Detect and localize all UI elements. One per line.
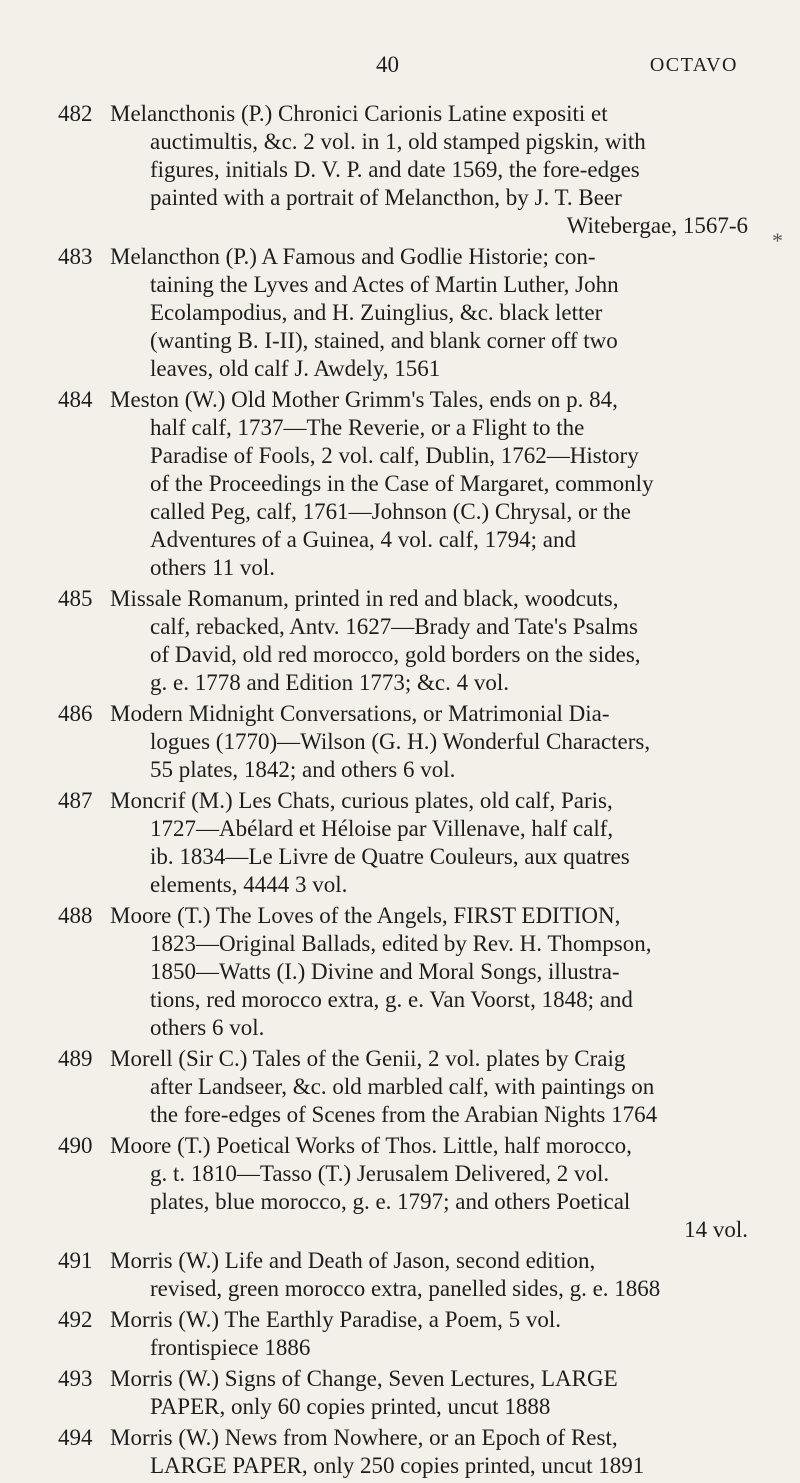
catalogue-entry <box>58 787 748 899</box>
margin-mark: * <box>772 228 783 253</box>
entry-number: 483 <box>58 244 93 269</box>
entry-line: after Landseer, &c. old marbled calf, with paintings on <box>150 1074 655 1099</box>
entry-line: Modern Midnight Conversations, or Matrimonial Dia- <box>110 701 610 726</box>
entry-line: calf, rebacked, Antv. 1627—Brady and Tate's Psalms <box>150 614 638 639</box>
entry-number: 482 <box>58 101 93 126</box>
entry-list <box>58 100 748 1483</box>
entry-line: Morris (W.) Signs of Change, Seven Lectures, LARGE <box>110 1366 618 1391</box>
entry-line: Moore (T.) The Loves of the Angels, FIRST EDITION, <box>110 903 621 928</box>
entry-line: others 11 vol. <box>150 555 275 580</box>
catalogue-entry <box>58 1365 748 1421</box>
entry-number: 491 <box>58 1248 93 1273</box>
page-number: 40 <box>376 52 399 77</box>
entry-line: Paradise of Fools, 2 vol. calf, Dublin, 1762—History <box>150 443 639 468</box>
section-title: OCTAVO <box>649 54 738 76</box>
catalogue-entry <box>58 1132 748 1244</box>
entry-line: PAPER, only 60 copies printed, uncut 1888 <box>150 1394 551 1419</box>
catalogue-entry <box>58 100 748 240</box>
entry-line: Morris (W.) Life and Death of Jason, second edition, <box>110 1248 596 1273</box>
entry-line: ib. 1834—Le Livre de Quatre Couleurs, aux quatres <box>150 844 630 869</box>
entry-line: (wanting B. I-II), stained, and blank corner off two <box>150 328 618 353</box>
entry-number: 490 <box>58 1133 93 1158</box>
entry-line: Meston (W.) Old Mother Grimm's Tales, ends on p. 84, <box>110 387 618 412</box>
entry-line: of David, old red morocco, gold borders on the sides, <box>150 642 641 667</box>
entry-line: Moncrif (M.) Les Chats, curious plates, old calf, Paris, <box>110 788 613 813</box>
entry-line: 1850—Watts (I.) Divine and Moral Songs, illustra- <box>150 959 620 984</box>
entry-line: LARGE PAPER, only 250 copies printed, uncut 1891 <box>150 1453 645 1478</box>
catalogue-entry <box>58 1424 748 1480</box>
entry-line: the fore-edges of Scenes from the Arabian Nights 1764 <box>150 1102 658 1127</box>
entry-number: 489 <box>58 1046 93 1071</box>
entry-line: frontispiece 1886 <box>150 1335 311 1360</box>
entry-line: Morell (Sir C.) Tales of the Genii, 2 vol. plates by Craig <box>110 1046 626 1071</box>
entry-line: Witebergae, 1567-6 <box>566 213 748 238</box>
entry-line: 14 vol. <box>684 1217 748 1242</box>
catalogue-entry <box>58 902 748 1042</box>
entry-line: others 6 vol. <box>150 1015 265 1040</box>
entry-line: Missale Romanum, printed in red and black, woodcuts, <box>110 586 619 611</box>
catalogue-entry <box>58 1247 748 1303</box>
entry-line: Adventures of a Guinea, 4 vol. calf, 1794; and <box>150 527 577 552</box>
entry-line: 1823—Original Ballads, edited by Rev. H. Thompson, <box>150 931 652 956</box>
entry-line: elements, 4444 3 vol. <box>150 872 348 897</box>
entry-line: 55 plates, 1842; and others 6 vol. <box>150 757 456 782</box>
entry-line: Melancthonis (P.) Chronici Carionis Latine expositi et <box>110 101 608 126</box>
entry-line: painted with a portrait of Melancthon, by J. T. Beer <box>150 185 622 210</box>
entry-number: 492 <box>58 1307 93 1332</box>
entry-number: 486 <box>58 701 93 726</box>
entry-line: Melancthon (P.) A Famous and Godlie Historie; con- <box>110 244 596 269</box>
entry-line: logues (1770)—Wilson (G. H.) Wonderful Characters, <box>150 729 651 754</box>
entry-line: called Peg, calf, 1761—Johnson (C.) Chrysal, or the <box>150 499 631 524</box>
entry-line: taining the Lyves and Actes of Martin Luther, John <box>150 272 619 297</box>
page-header <box>0 52 800 82</box>
entry-line: half calf, 1737—The Reverie, or a Flight to the <box>150 415 585 440</box>
entry-line: of the Proceedings in the Case of Margaret, commonly <box>150 471 654 496</box>
entry-line: auctimultis, &c. 2 vol. in 1, old stamped pigskin, with <box>150 129 646 154</box>
entry-number: 488 <box>58 903 93 928</box>
entry-number: 484 <box>58 387 93 412</box>
entry-line: leaves, old calf J. Awdely, 1561 <box>150 356 441 381</box>
catalogue-entry <box>58 700 748 784</box>
entry-number: 487 <box>58 788 93 813</box>
entry-line: g. e. 1778 and Edition 1773; &c. 4 vol. <box>150 670 510 695</box>
entry-line: Morris (W.) News from Nowhere, or an Epoch of Rest, <box>110 1425 618 1450</box>
entry-line: plates, blue morocco, g. e. 1797; and others Poetical <box>150 1189 631 1214</box>
entry-line: Moore (T.) Poetical Works of Thos. Little, half morocco, <box>110 1133 632 1158</box>
entry-number: 494 <box>58 1425 93 1450</box>
entry-number: 485 <box>58 586 93 611</box>
catalogue-entry <box>58 1045 748 1129</box>
catalogue-entry <box>58 585 748 697</box>
entry-number: 493 <box>58 1366 93 1391</box>
entry-line: g. t. 1810—Tasso (T.) Jerusalem Delivered, 2 vol. <box>150 1161 610 1186</box>
catalogue-entry <box>58 1306 748 1362</box>
entry-line: Morris (W.) The Earthly Paradise, a Poem, 5 vol. <box>110 1307 561 1332</box>
entry-line: tions, red morocco extra, g. e. Van Voorst, 1848; and <box>150 987 633 1012</box>
catalogue-entry <box>58 386 748 582</box>
entry-line: 1727—Abélard et Héloise par Villenave, half calf, <box>150 816 614 841</box>
catalogue-entry <box>58 243 748 383</box>
entry-line: Ecolampodius, and H. Zuinglius, &c. black letter <box>150 300 603 325</box>
entry-line: figures, initials D. V. P. and date 1569, the fore-edges <box>150 157 640 182</box>
entry-line: revised, green morocco extra, panelled sides, g. e. 1868 <box>150 1276 661 1301</box>
